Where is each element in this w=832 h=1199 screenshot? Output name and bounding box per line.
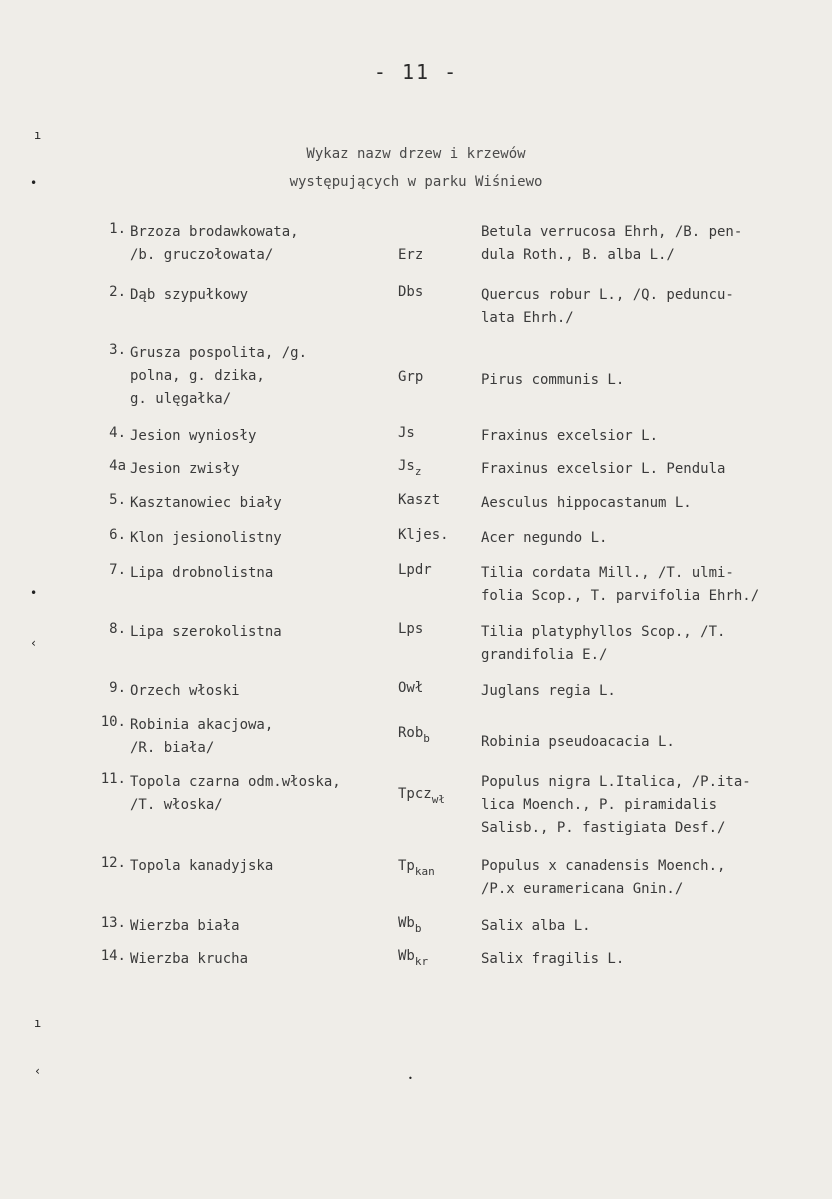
latin-name: Aesculus hippocastanum L. (481, 495, 692, 511)
abbreviation-main: Erz (398, 247, 424, 263)
entry-number: 2. (109, 284, 126, 300)
abbreviation-main: Lpdr (398, 562, 432, 578)
entry-number: 1. (109, 221, 126, 237)
latin-name: Acer negundo L. (481, 530, 608, 546)
latin-name: Juglans regia L. (481, 683, 616, 699)
polish-name: Wierzba krucha (130, 951, 249, 967)
abbreviation (398, 786, 478, 806)
polish-name: Klon jesionolistny (130, 530, 282, 546)
entry-number: 8. (109, 621, 126, 637)
latin-name: Tilia platyphyllos Scop., /T. grandifolia E./ (481, 624, 726, 663)
abbreviation-main: Owł (398, 680, 424, 696)
latin-name: Pirus communis L. (481, 372, 625, 388)
list-title-line-2: występujących w parku Wiśniewo (289, 174, 543, 190)
latin-name: Fraxinus excelsior L. Pendula (481, 461, 726, 477)
latin-name: Populus nigra L.Italica, /P.ita- lica Moench., P. piramidalis Salisb., P. fastigiata Desf./ (481, 774, 751, 836)
abbreviation (398, 621, 478, 641)
abbreviation-main: Rob (398, 725, 424, 741)
entry-number: 4. (109, 425, 126, 441)
page-number: - 11 - (373, 60, 459, 84)
abbreviation (398, 527, 478, 547)
abbreviation (398, 247, 478, 267)
abbreviation (398, 858, 478, 878)
polish-name: Jesion wyniosły (130, 428, 257, 444)
abbreviation (398, 948, 478, 968)
polish-name: Wierzba biała (130, 918, 240, 934)
polish-name: Brzoza brodawkowata, /b. gruczołowata/ (130, 224, 299, 263)
abbreviation-main: Wb (398, 915, 415, 931)
abbreviation (398, 725, 478, 745)
scan-mark: ı (34, 128, 42, 142)
latin-name: Quercus robur L., /Q. peduncu- lata Ehrh./ (481, 287, 734, 326)
scan-mark: ı (34, 1016, 42, 1030)
scan-mark: • (30, 176, 38, 190)
abbreviation-main: Tpcz (398, 786, 432, 802)
latin-name: Tilia cordata Mill., /T. ulmi- folia Scop., T. parvifolia Ehrh./ (481, 565, 760, 604)
abbreviation (398, 369, 478, 389)
abbreviation (398, 680, 478, 700)
abbreviation-main: Js (398, 458, 415, 474)
abbreviation-subscript: wł (431, 793, 445, 806)
entry-number: 9. (109, 680, 126, 696)
entry-number: 5. (109, 492, 126, 508)
entry-number: 13. (100, 915, 126, 931)
scan-mark: • (30, 586, 38, 600)
abbreviation-main: Lps (398, 621, 424, 637)
abbreviation-main: Kaszt (398, 492, 441, 508)
latin-name: Fraxinus excelsior L. (481, 428, 659, 444)
entry-number: 3. (109, 342, 126, 358)
scan-mark: ‹ (30, 636, 38, 650)
abbreviation-main: Kljes. (398, 527, 449, 543)
entry-number: 7. (109, 562, 126, 578)
abbreviation-main: Dbs (398, 284, 424, 300)
abbreviation-subscript: b (423, 732, 430, 745)
polish-name: Grusza pospolita, /g. polna, g. dzika, g. ulęgałka/ (130, 345, 308, 407)
abbreviation-main: Tp (398, 858, 415, 874)
entry-number: 6. (109, 527, 126, 543)
polish-name: Kasztanowiec biały (130, 495, 282, 511)
abbreviation-subscript: z (414, 465, 422, 478)
polish-name: Orzech włoski (130, 683, 240, 699)
entry-number: 12. (100, 855, 126, 871)
abbreviation-subscript: b (414, 922, 422, 935)
abbreviation-main: Grp (398, 369, 424, 385)
entry-number: 4a (109, 458, 126, 474)
latin-name: Populus x canadensis Moench., /P.x euramericana Gnin./ (481, 858, 726, 897)
polish-name: Jesion zwisły (130, 461, 240, 477)
entry-number: 10. (100, 714, 126, 730)
polish-name: Lipa drobnolistna (130, 565, 274, 581)
scan-mark: • (408, 1074, 413, 1083)
abbreviation (398, 458, 478, 478)
polish-name: Dąb szypułkowy (130, 287, 249, 303)
polish-name: Lipa szerokolistna (130, 624, 282, 640)
abbreviation-main: Js (398, 425, 415, 441)
entry-number: 11. (100, 771, 126, 787)
polish-name: Topola kanadyjska (130, 858, 274, 874)
entry-number: 14. (100, 948, 126, 964)
polish-name: Topola czarna odm.włoska, /T. włoska/ (130, 774, 341, 813)
abbreviation-subscript: kr (414, 955, 429, 968)
abbreviation (398, 284, 478, 304)
polish-name: Robinia akacjowa, /R. biała/ (130, 717, 274, 756)
abbreviation-main: Wb (398, 948, 415, 964)
scan-mark: ‹ (34, 1064, 42, 1078)
abbreviation-subscript: kan (414, 865, 435, 878)
latin-name: Salix fragilis L. (481, 951, 625, 967)
latin-name: Betula verrucosa Ehrh, /B. pen- dula Roth., B. alba L./ (481, 224, 743, 263)
abbreviation (398, 425, 478, 445)
abbreviation (398, 492, 478, 512)
abbreviation (398, 915, 478, 935)
latin-name: Robinia pseudoacacia L. (481, 734, 675, 750)
list-title-line-1: Wykaz nazw drzew i krzewów (306, 146, 526, 162)
abbreviation (398, 562, 478, 582)
latin-name: Salix alba L. (481, 918, 591, 934)
